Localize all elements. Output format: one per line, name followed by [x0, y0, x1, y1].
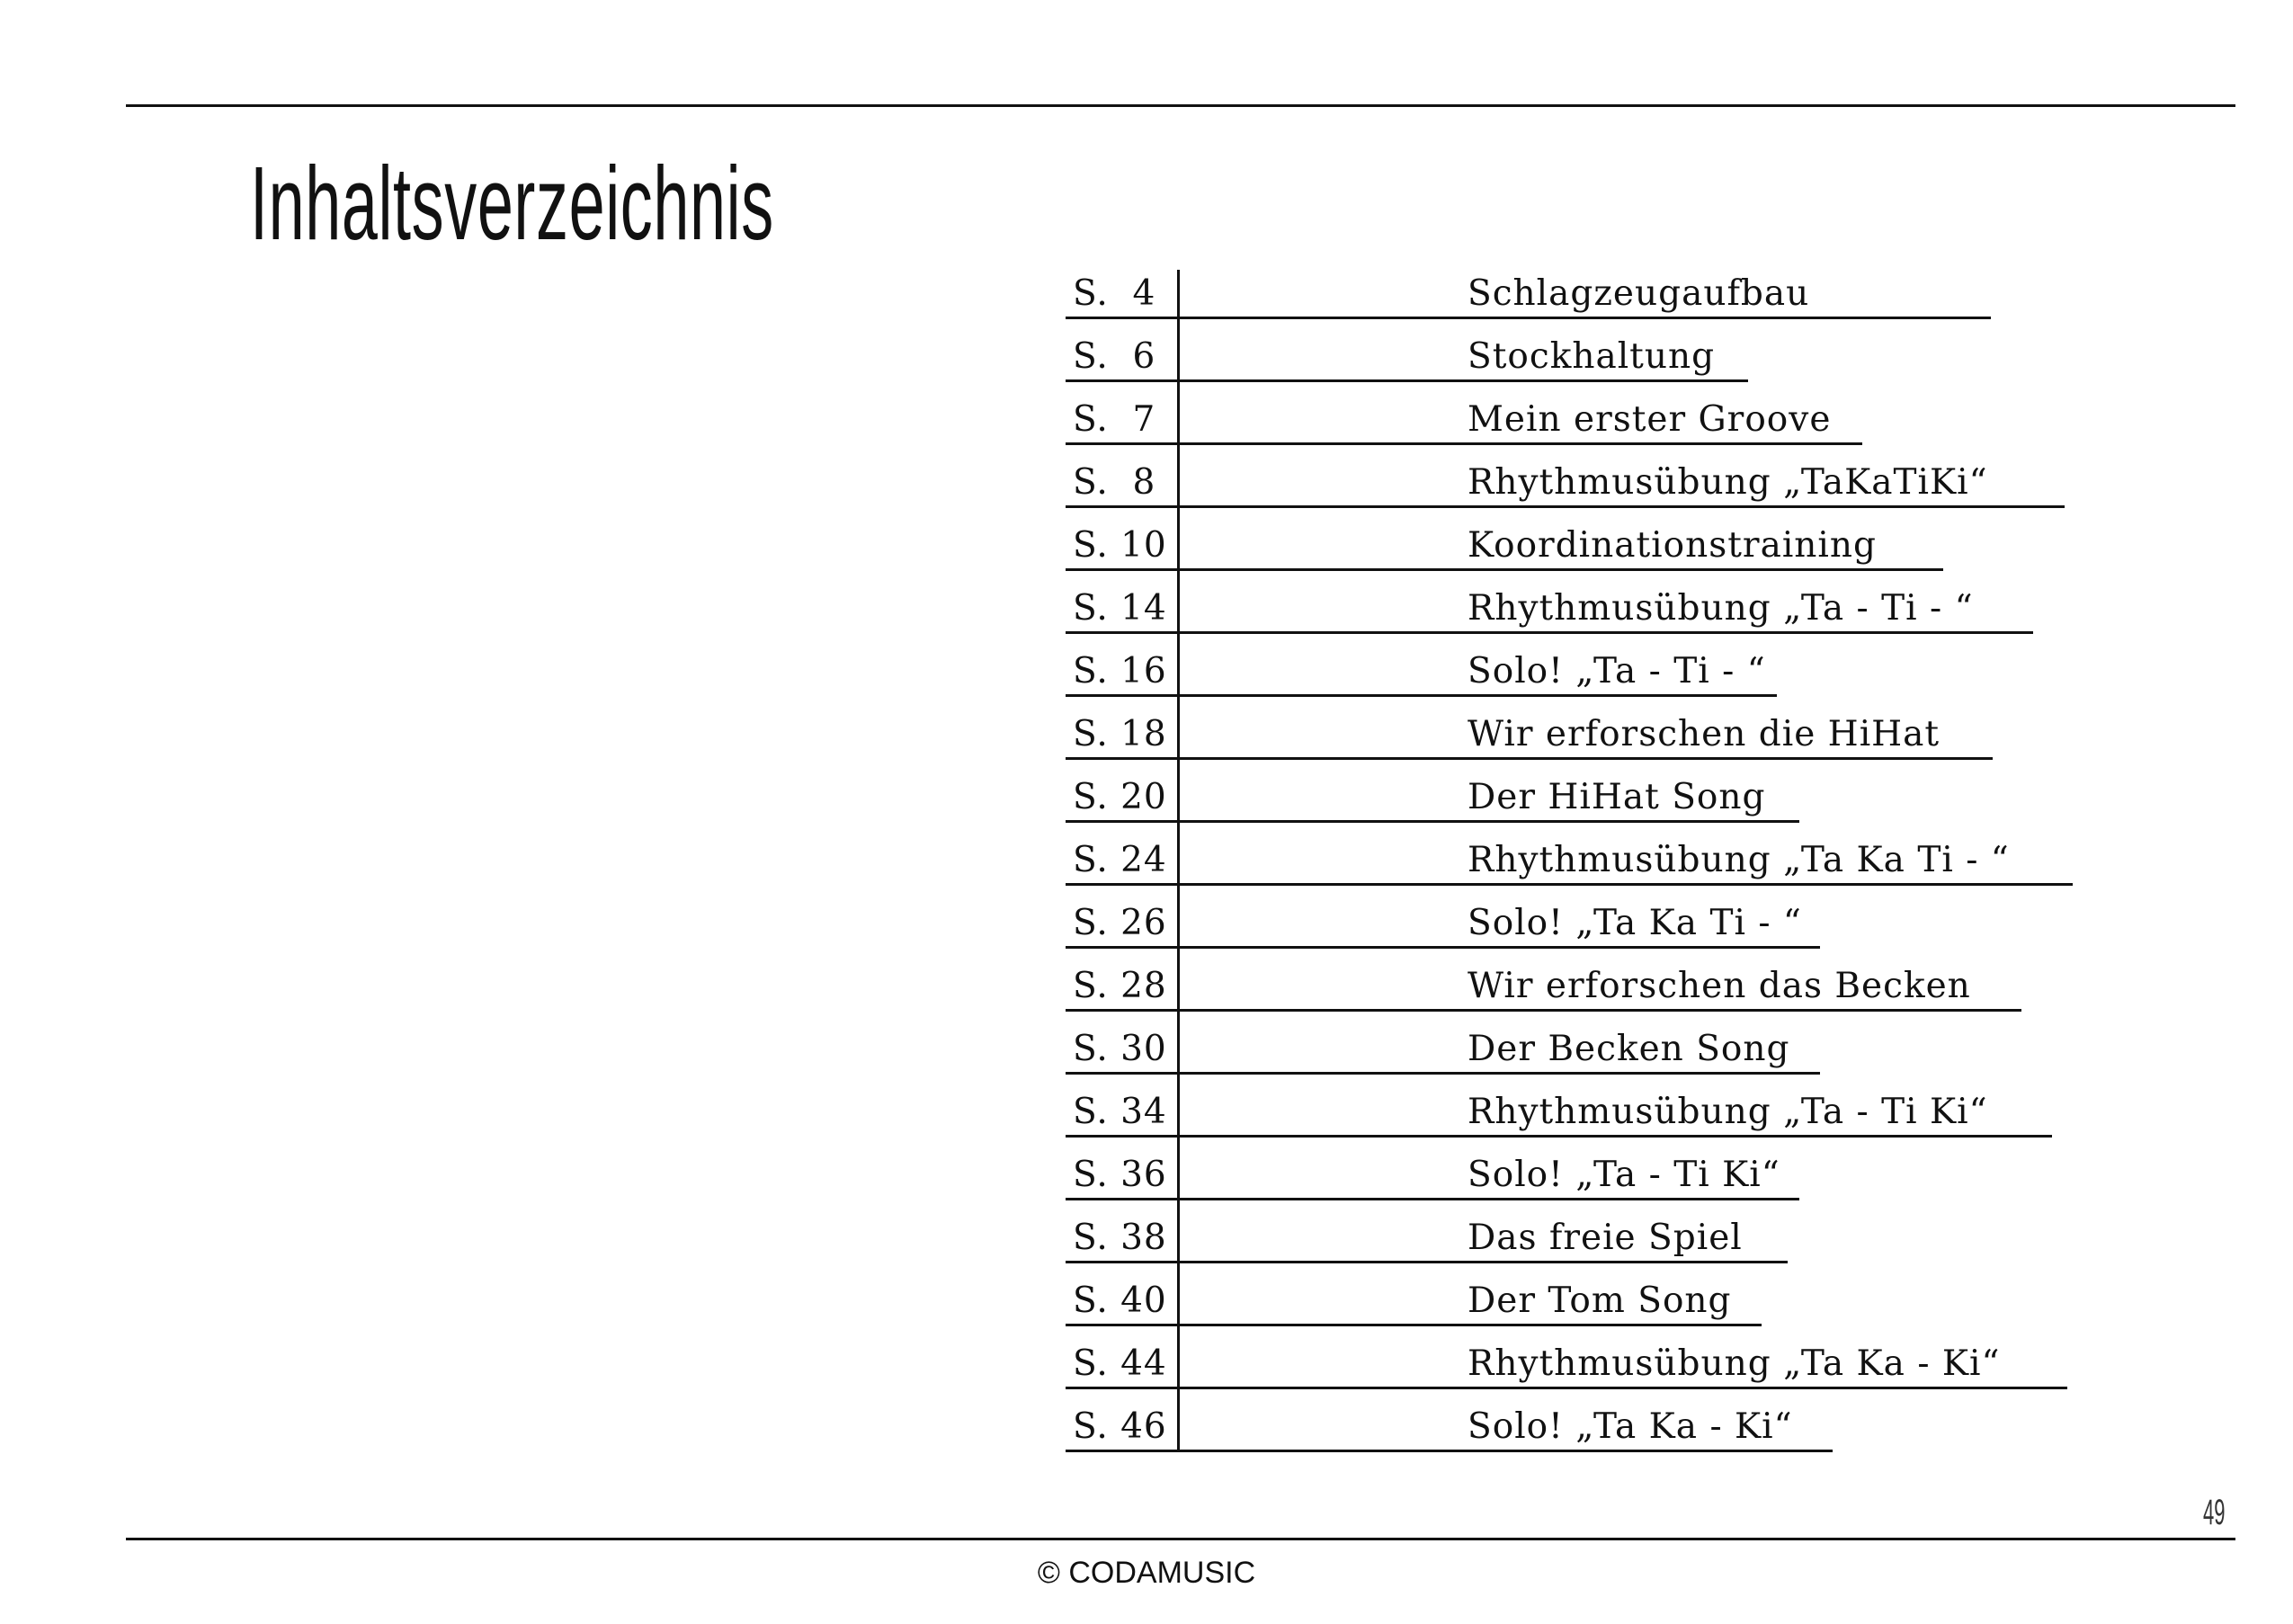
toc-row[interactable]: [1066, 459, 2100, 522]
toc-label: Wir erforschen das Becken: [1468, 966, 1971, 1006]
bottom-rule: [126, 1538, 2235, 1540]
row-underline: [1066, 757, 1179, 760]
toc-row[interactable]: [1066, 584, 2100, 647]
row-underline: [1179, 1135, 2052, 1138]
toc-label: Rhythmusübung „Ta Ka Ti - “: [1468, 840, 2010, 880]
toc-row[interactable]: [1066, 1151, 2100, 1214]
row-underline: [1066, 379, 1179, 382]
row-underline: [1179, 1009, 2021, 1012]
row-underline: [1179, 631, 2033, 634]
toc-label: Solo! „Ta Ka - Ki“: [1468, 1406, 1793, 1447]
row-underline: [1066, 1009, 1179, 1012]
row-underline: [1179, 379, 1748, 382]
row-underline: [1066, 1324, 1179, 1326]
row-underline: [1179, 1387, 2067, 1389]
toc-row[interactable]: [1066, 836, 2100, 899]
toc-page: S. 16: [1073, 651, 1167, 692]
toc-page: S. 8: [1073, 462, 1156, 503]
toc-page: S. 46: [1073, 1406, 1167, 1447]
toc-label: Koordinationstraining: [1468, 525, 1877, 566]
row-underline: [1179, 1324, 1762, 1326]
row-underline: [1066, 1387, 1179, 1389]
copyright-footer: © CODAMUSIC: [1037, 1556, 1256, 1590]
row-underline: [1066, 1198, 1179, 1200]
row-underline: [1179, 505, 2065, 508]
toc-page: S. 26: [1073, 903, 1167, 943]
toc-page: S. 36: [1073, 1155, 1167, 1195]
toc-page: S. 14: [1073, 588, 1167, 629]
toc-page: S. 24: [1073, 840, 1167, 880]
row-underline: [1179, 883, 2073, 886]
toc-page: S. 18: [1073, 714, 1167, 754]
toc-label: Wir erforschen die HiHat: [1468, 714, 1941, 754]
toc-page: S. 10: [1073, 525, 1167, 566]
toc-row[interactable]: [1066, 899, 2100, 962]
row-underline: [1066, 631, 1179, 634]
row-underline: [1179, 946, 1820, 949]
toc-label: Mein erster Groove: [1468, 399, 1832, 440]
row-underline: [1179, 568, 1943, 571]
toc-page: S. 20: [1073, 777, 1167, 817]
toc-page: S. 28: [1073, 966, 1167, 1006]
row-underline: [1066, 317, 1179, 319]
row-underline: [1179, 1072, 1820, 1075]
toc-label: Solo! „Ta Ka Ti - “: [1468, 903, 1802, 943]
toc-row[interactable]: [1066, 1025, 2100, 1088]
page-title: Inhaltsverzeichnis: [250, 145, 774, 262]
toc-row[interactable]: [1066, 396, 2100, 459]
row-underline: [1066, 946, 1179, 949]
toc-label: Der HiHat Song: [1468, 777, 1766, 817]
toc-label: Rhythmusübung „Ta Ka - Ki“: [1468, 1343, 2001, 1384]
toc-row[interactable]: [1066, 1403, 2100, 1466]
toc-page: S. 6: [1073, 336, 1156, 377]
row-underline: [1066, 694, 1179, 697]
row-underline: [1066, 442, 1179, 445]
toc-label: Schlagzeugaufbau: [1468, 273, 1810, 314]
toc-label: Solo! „Ta - Ti Ki“: [1468, 1155, 1780, 1195]
toc-row[interactable]: [1066, 647, 2100, 710]
toc-row[interactable]: [1066, 1277, 2100, 1340]
toc-label: Stockhaltung: [1468, 336, 1716, 377]
row-underline: [1179, 1450, 1833, 1452]
toc-page: S. 7: [1073, 399, 1156, 440]
toc-row[interactable]: [1066, 1214, 2100, 1277]
toc-row[interactable]: [1066, 1088, 2100, 1151]
toc-row[interactable]: [1066, 1340, 2100, 1403]
row-underline: [1066, 505, 1179, 508]
toc-page: S. 38: [1073, 1218, 1167, 1258]
toc-row[interactable]: [1066, 270, 2100, 333]
toc-row[interactable]: [1066, 962, 2100, 1025]
row-underline: [1066, 1135, 1179, 1138]
toc-page: S. 34: [1073, 1092, 1167, 1132]
toc-row[interactable]: [1066, 333, 2100, 396]
toc-label: Das freie Spiel: [1468, 1218, 1743, 1258]
row-underline: [1066, 568, 1179, 571]
toc-label: Der Tom Song: [1468, 1280, 1732, 1321]
top-rule: [126, 104, 2235, 107]
row-underline: [1179, 820, 1799, 823]
toc-row[interactable]: [1066, 710, 2100, 773]
row-underline: [1066, 1450, 1179, 1452]
toc-page: S. 44: [1073, 1343, 1167, 1384]
toc-row[interactable]: [1066, 522, 2100, 584]
row-underline: [1179, 1198, 1799, 1200]
row-underline: [1179, 1261, 1788, 1263]
toc-label: Rhythmusübung „Ta - Ti - “: [1468, 588, 1974, 629]
row-underline: [1179, 694, 1777, 697]
row-underline: [1179, 757, 1993, 760]
page-number: 49: [2203, 1493, 2226, 1532]
row-underline: [1066, 1072, 1179, 1075]
row-underline: [1066, 1261, 1179, 1263]
toc-label: Solo! „Ta - Ti - “: [1468, 651, 1766, 692]
row-underline: [1066, 820, 1179, 823]
toc-page: S. 40: [1073, 1280, 1167, 1321]
toc-label: Der Becken Song: [1468, 1029, 1790, 1069]
toc-row[interactable]: [1066, 773, 2100, 836]
row-underline: [1066, 883, 1179, 886]
row-underline: [1179, 442, 1862, 445]
row-underline: [1179, 317, 1991, 319]
toc-page: S. 30: [1073, 1029, 1167, 1069]
toc-label: Rhythmusübung „TaKaTiKi“: [1468, 462, 1988, 503]
table-of-contents: [1066, 270, 2100, 1466]
toc-label: Rhythmusübung „Ta - Ti Ki“: [1468, 1092, 1988, 1132]
toc-page: S. 4: [1073, 273, 1156, 314]
